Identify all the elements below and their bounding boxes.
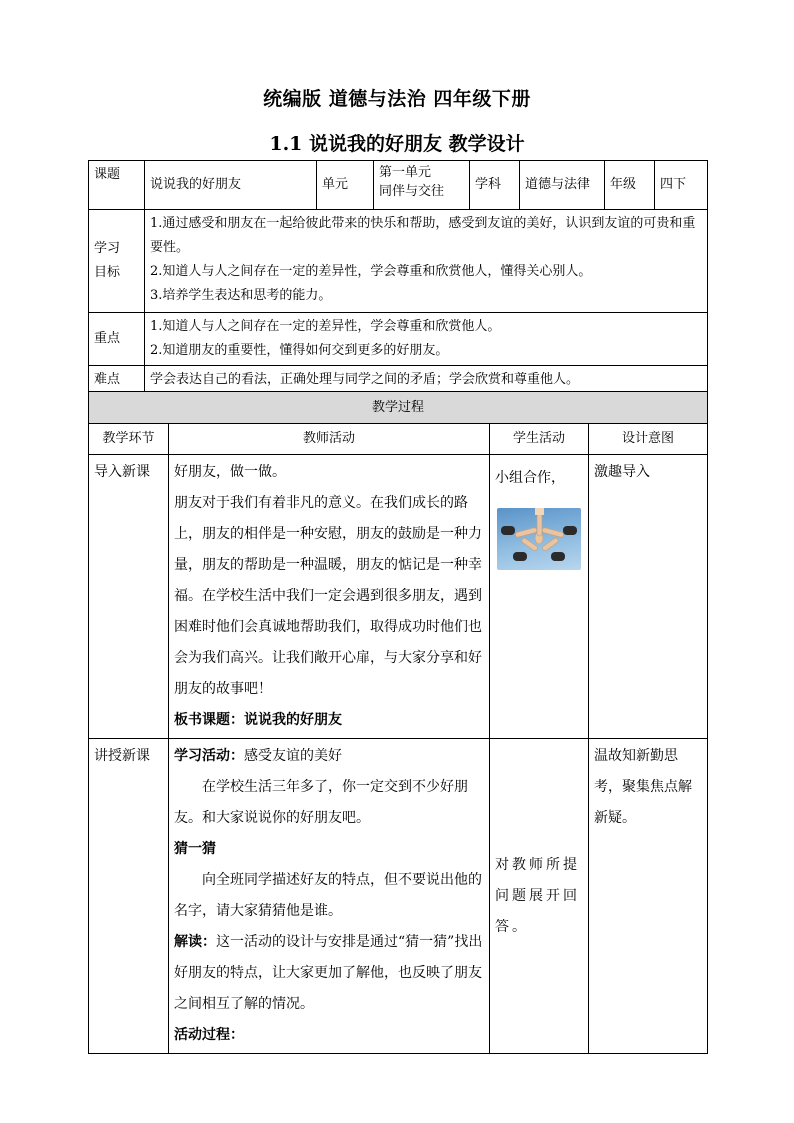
- row1-student-text: 小组合作，: [495, 470, 565, 486]
- unit-value: [374, 161, 470, 210]
- row2-activity-label: 学习活动：: [174, 748, 244, 764]
- row1-stage: 导入新课: [89, 455, 169, 739]
- goals-content: [145, 210, 708, 313]
- row2-student: 对教师所提问题展开回答。: [490, 739, 589, 1054]
- row2-stage: 讲授新课: [89, 739, 169, 1054]
- goal-item: 2.知道人与人之间存在一定的差异性，学会尊重和欣赏他人，懂得关心别人。: [150, 264, 592, 279]
- row2-explain-text: 这一活动的设计与安排是通过“猜一猜”找出好朋友的特点，让大家更加了解他，也反映了朋友之间相互了解的情况。: [174, 934, 483, 1012]
- header-student: 学生活动: [490, 424, 589, 455]
- row2-guess-title: 猜一猜: [174, 841, 216, 857]
- row2-explain: [174, 927, 484, 1020]
- grade-label: 年级: [605, 161, 655, 210]
- info-table: [88, 160, 708, 395]
- subject-label: 学科: [470, 161, 520, 210]
- difficulties-content: 学会表达自己的看法，正确处理与同学之间的矛盾；学会欣赏和尊重他人。: [145, 366, 708, 395]
- goal-item: 3.培养学生表达和思考的能力。: [150, 288, 332, 303]
- difficulties-label: 难点: [89, 366, 145, 395]
- key-points-content: [145, 313, 708, 366]
- row1-teacher-line: 好朋友，做一做。: [174, 464, 286, 480]
- row2-explain-label: 解读：: [174, 934, 216, 950]
- grade-value: 四下: [655, 161, 708, 210]
- header-stage: 教学环节: [89, 424, 169, 455]
- goals-label-line-1: 学习: [94, 241, 121, 256]
- row1-teacher-paragraph: 朋友对于我们有着非凡的意义。在我们成长的路上，朋友的相伴是一种安慰，朋友的鼓励是一种力量，朋友的帮助是一种温暖，朋友的惦记是一种幸福。在学校生活中我们一定会遇到很多朋友，遇到困难时他们会真诚地帮助我们，取得成功时他们也会为我们高兴。让我们敞开心扉，与大家分享和好朋友的故事吧！: [174, 495, 482, 697]
- row2-paragraph-2: 向全班同学描述好友的特点，但不要说出他的名字，请大家猜猜他是谁。: [174, 872, 482, 919]
- topic-label: 课题: [89, 161, 145, 210]
- key-points-label: 重点: [89, 313, 145, 366]
- document-subtitle: 1.1 说说我的好朋友 教学设计: [269, 133, 525, 155]
- row2-activity: [174, 741, 484, 772]
- goal-item: 1.通过感受和朋友在一起给彼此带来的快乐和帮助，感受到友谊的美好，认识到友谊的可贵和重要性。: [150, 216, 696, 255]
- hands-star-image: [497, 508, 581, 570]
- row1-board-title: 板书课题：说说我的好朋友: [174, 712, 342, 728]
- subject-value: 道德与法律: [520, 161, 605, 210]
- row1-intent: 激趣导入: [589, 455, 708, 739]
- topic-value: 说说我的好朋友: [145, 161, 317, 210]
- process-section-title: 教学过程: [89, 392, 708, 424]
- row1-teacher: [169, 455, 490, 739]
- row2-activity-text: 感受友谊的美好: [244, 748, 342, 764]
- unit-label: 单元: [317, 161, 374, 210]
- friends-hands-photo: [497, 508, 581, 570]
- unit-value-line-2: 同伴与交往: [379, 184, 445, 199]
- goals-label-line-2: 目标: [94, 265, 121, 280]
- row1-student: [490, 455, 589, 739]
- header-intent: 设计意图: [589, 424, 708, 455]
- row2-paragraph-1: 在学校生活三年多了，你一定交到不少好朋友。和大家说说你的好朋友吧。: [174, 779, 468, 826]
- row2-intent: 温故知新勤思考，聚集焦点解新疑。: [589, 739, 708, 1054]
- document-title: 统编版 道德与法治 四年级下册: [263, 88, 531, 110]
- key-point-item: 1.知道人与人之间存在一定的差异性，学会尊重和欣赏他人。: [150, 319, 501, 334]
- row2-process-label: 活动过程：: [174, 1027, 244, 1043]
- key-point-item: 2.知道朋友的重要性，懂得如何交到更多的好朋友。: [150, 343, 449, 358]
- unit-value-line-1: 第一单元: [379, 165, 432, 180]
- header-teacher: 教师活动: [169, 424, 490, 455]
- row2-teacher: [169, 739, 490, 1054]
- process-table: [88, 391, 708, 1054]
- goals-label: [89, 210, 145, 313]
